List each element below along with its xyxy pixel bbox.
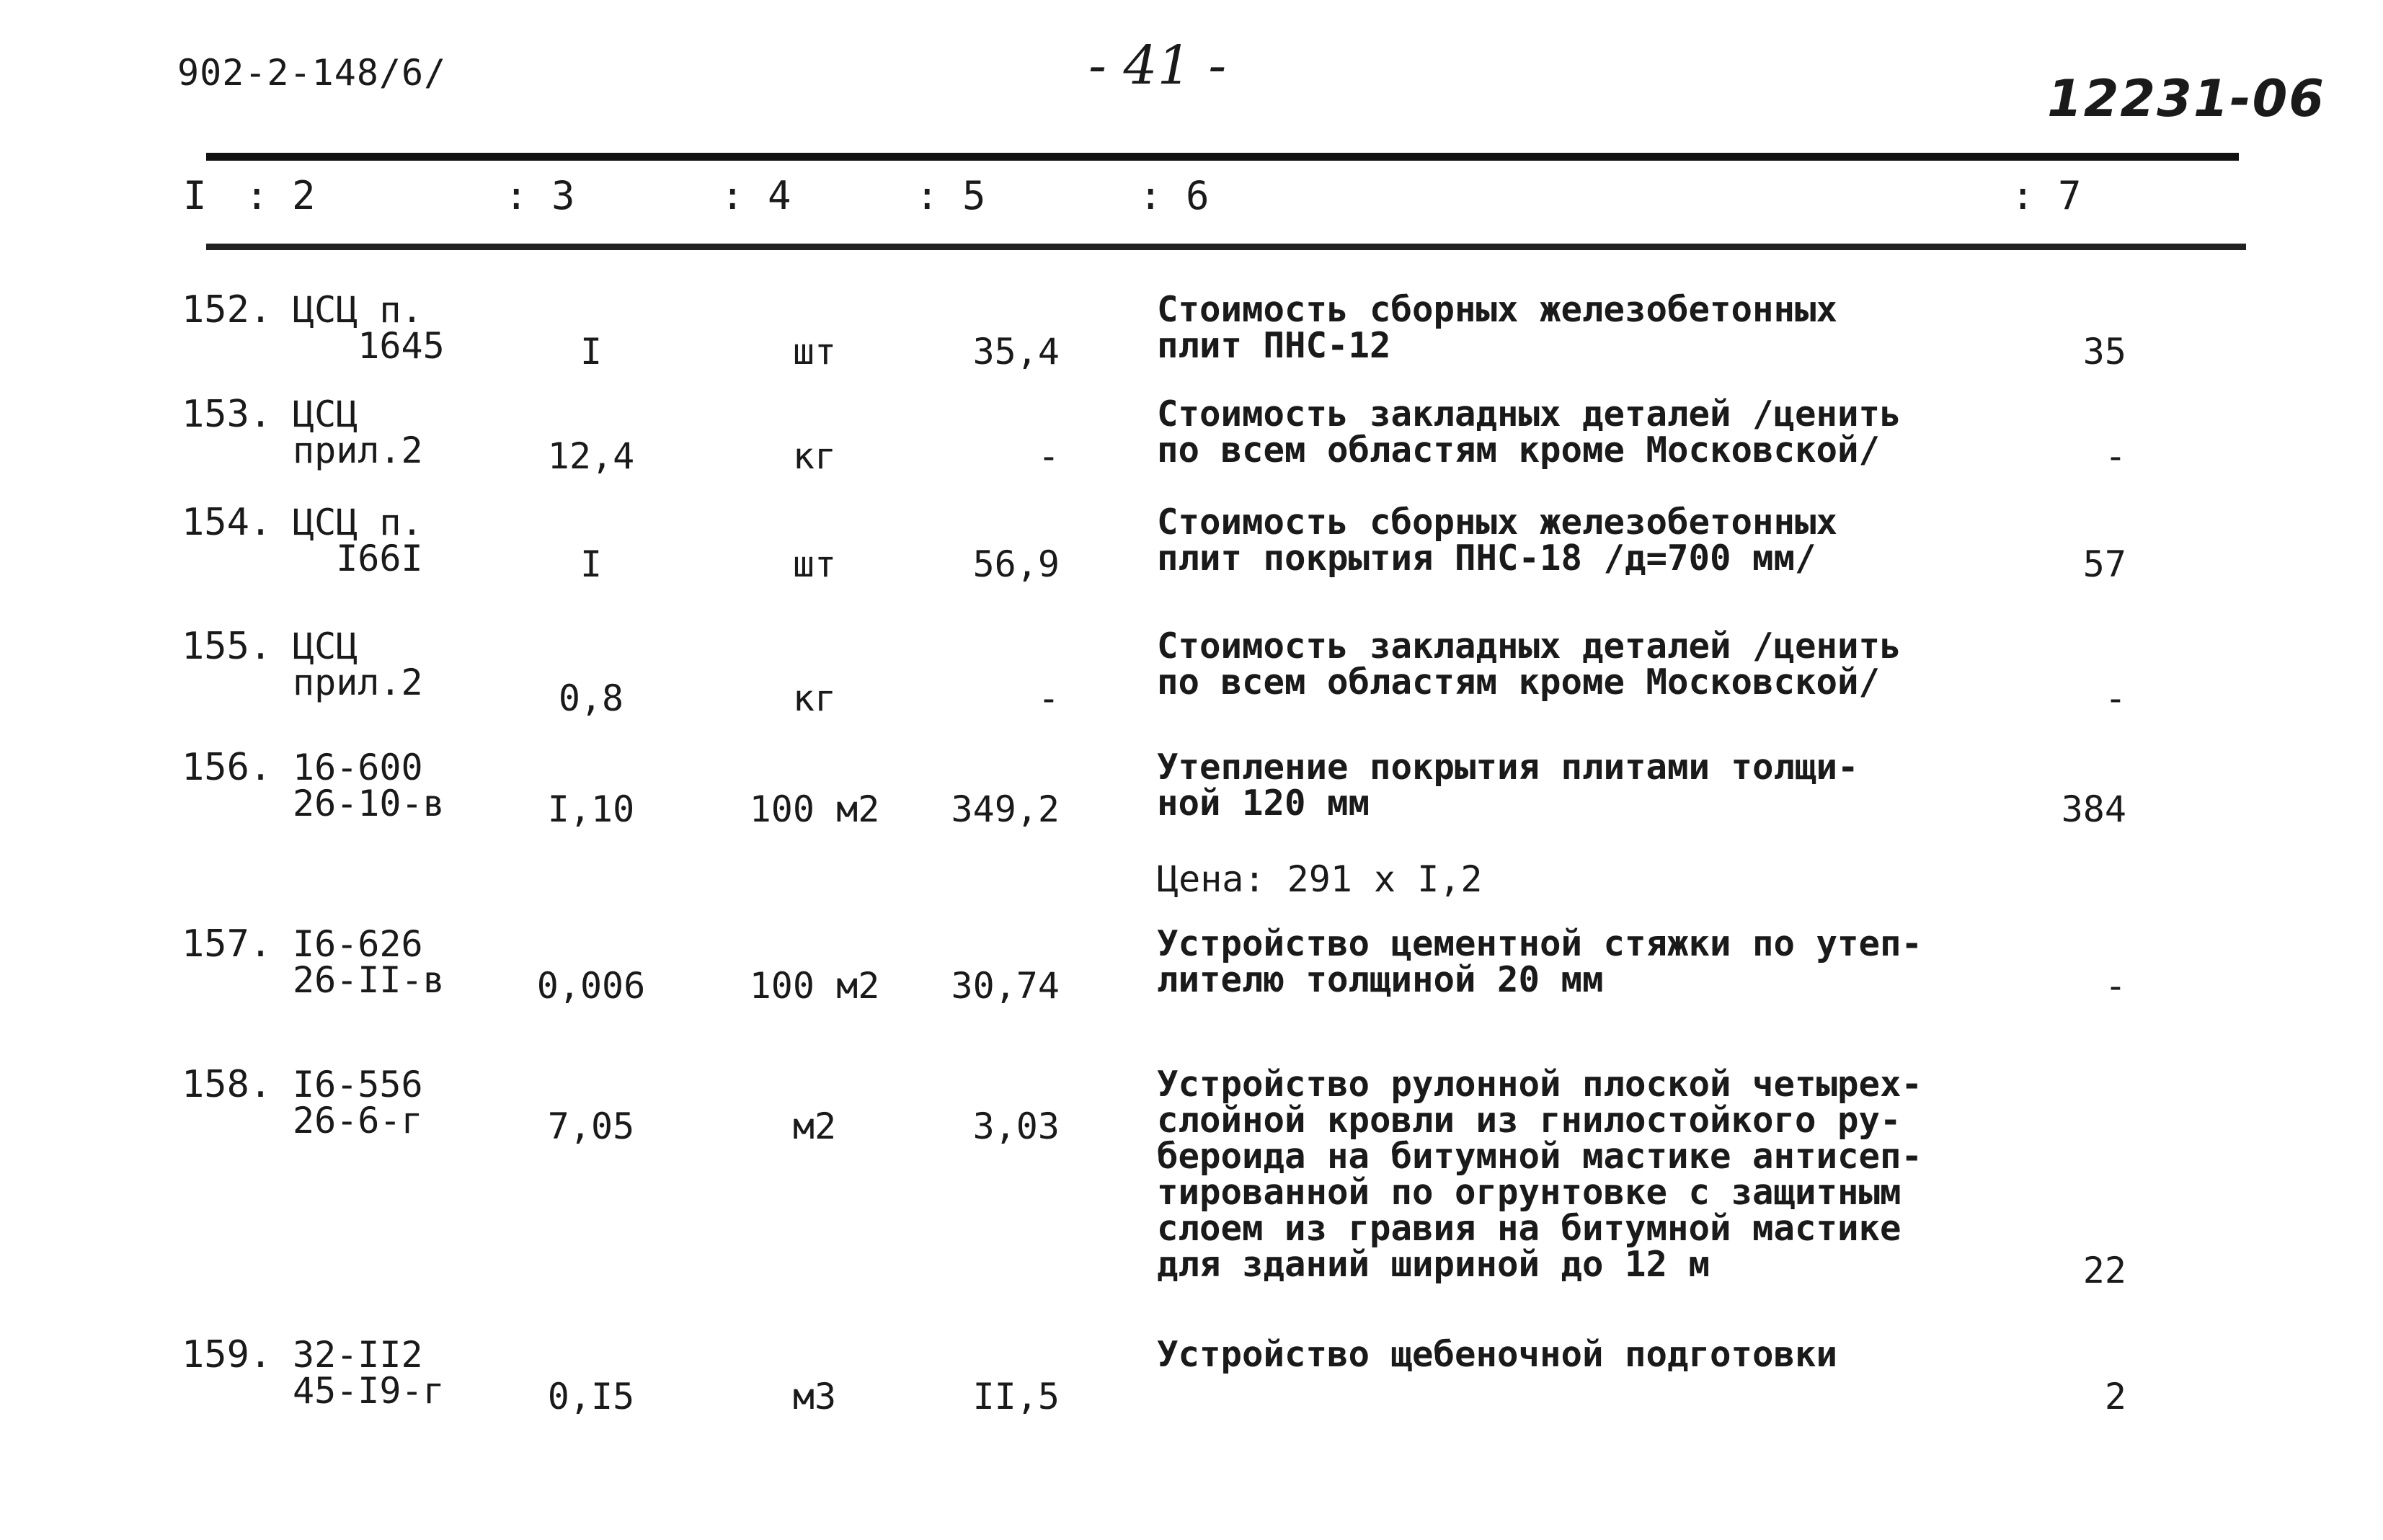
row-number: 154. [182, 501, 272, 544]
row-unit: м2 [792, 1105, 837, 1147]
col-header-2: : 2 [245, 173, 316, 218]
row-price: 56,9 [972, 543, 1060, 585]
row-code: ЦСЦ прил.2 [293, 626, 423, 703]
row-quantity: I [580, 331, 603, 373]
row-code: ЦСЦ прил.2 [293, 393, 423, 471]
row-total: 35 [2082, 331, 2126, 373]
row-quantity: I [580, 543, 603, 585]
row-code: ЦСЦ п. I66I [293, 502, 423, 579]
col-header-3: : 3 [505, 173, 575, 218]
header-rule [206, 244, 2246, 250]
row-code: I6-556 26-6-г [293, 1064, 423, 1141]
row-total: 384 [2061, 788, 2126, 830]
row-code: I6-626 26-II-в [293, 923, 445, 1001]
row-description: Утепление покрытия плитами толщи- ной 120 мм [1157, 747, 1859, 824]
col-header-6: : 6 [1139, 173, 1210, 218]
row-code: 32-II2 45-I9-г [293, 1334, 445, 1412]
row-quantity: 7,05 [547, 1105, 635, 1147]
row-quantity: 12,4 [547, 435, 635, 477]
row-price: 349,2 [951, 788, 1060, 830]
row-price: - [1037, 435, 1060, 477]
sheet-code: 12231-06 [2047, 69, 2325, 128]
row-description: Стоимость закладных деталей /ценить по всем областям кроме Московской/ [1157, 626, 1901, 703]
row-number: 153. [182, 393, 272, 436]
row-price: 35,4 [972, 331, 1060, 373]
row-unit: м3 [792, 1376, 837, 1417]
row-price: 30,74 [951, 965, 1060, 1007]
row-unit: 100 м2 [749, 965, 880, 1007]
row-unit: шт [792, 543, 837, 585]
page-number: - 41 - [1088, 35, 1227, 97]
col-header-4: : 4 [721, 173, 791, 218]
row-unit: кг [792, 435, 837, 477]
row-price: - [1037, 677, 1060, 719]
row-code: ЦСЦ п. 1645 [293, 289, 445, 367]
row-unit: кг [792, 677, 837, 719]
row-quantity: 0,8 [558, 677, 624, 719]
row-quantity: 0,I5 [547, 1376, 635, 1417]
col-header-1: I [183, 173, 207, 218]
row-total: - [2104, 965, 2126, 1007]
row-total: - [2104, 435, 2126, 477]
col-header-7: : 7 [2011, 173, 2082, 218]
row-description: Стоимость сборных железобетонных плит покрытия ПНС-18 /д=700 мм/ [1157, 502, 1838, 579]
row-unit: шт [792, 331, 837, 373]
row-price-note: Цена: 291 х I,2 [1157, 858, 1483, 900]
row-quantity: 0,006 [536, 965, 646, 1007]
row-code: 16-600 26-10-в [293, 747, 445, 824]
row-price: 3,03 [972, 1105, 1060, 1147]
row-description: Устройство щебеночной подготовки [1157, 1334, 1838, 1375]
row-number: 152. [182, 288, 272, 331]
row-total: 22 [2082, 1250, 2126, 1291]
row-price: II,5 [972, 1376, 1060, 1417]
row-description: Устройство рулонной плоской четырех- слойной кровли из гнилостойкого ру- бероида на битумной мастике антисеп- тированной по огрунтовке с защитным слоем из гравия на битумной мастике для зданий шириной до 12 м [1157, 1064, 1923, 1285]
row-description: Стоимость сборных железобетонных плит ПНС-12 [1157, 289, 1838, 366]
row-quantity: I,10 [547, 788, 635, 830]
row-total: 2 [2104, 1376, 2126, 1417]
row-number: 155. [182, 625, 272, 668]
row-number: 158. [182, 1063, 272, 1106]
col-header-5: : 5 [915, 173, 986, 218]
row-total: 57 [2082, 543, 2126, 585]
row-number: 157. [182, 922, 272, 966]
row-number: 159. [182, 1333, 272, 1376]
top-rule [206, 153, 2239, 161]
row-number: 156. [182, 746, 272, 789]
row-description: Стоимость закладных деталей /ценить по всем областям кроме Московской/ [1157, 393, 1901, 471]
row-total: - [2104, 677, 2126, 719]
row-unit: 100 м2 [749, 788, 880, 830]
doc-code: 902-2-148/6/ [177, 52, 447, 94]
row-description: Устройство цементной стяжки по утеп- лителю толщиной 20 мм [1157, 923, 1923, 1000]
